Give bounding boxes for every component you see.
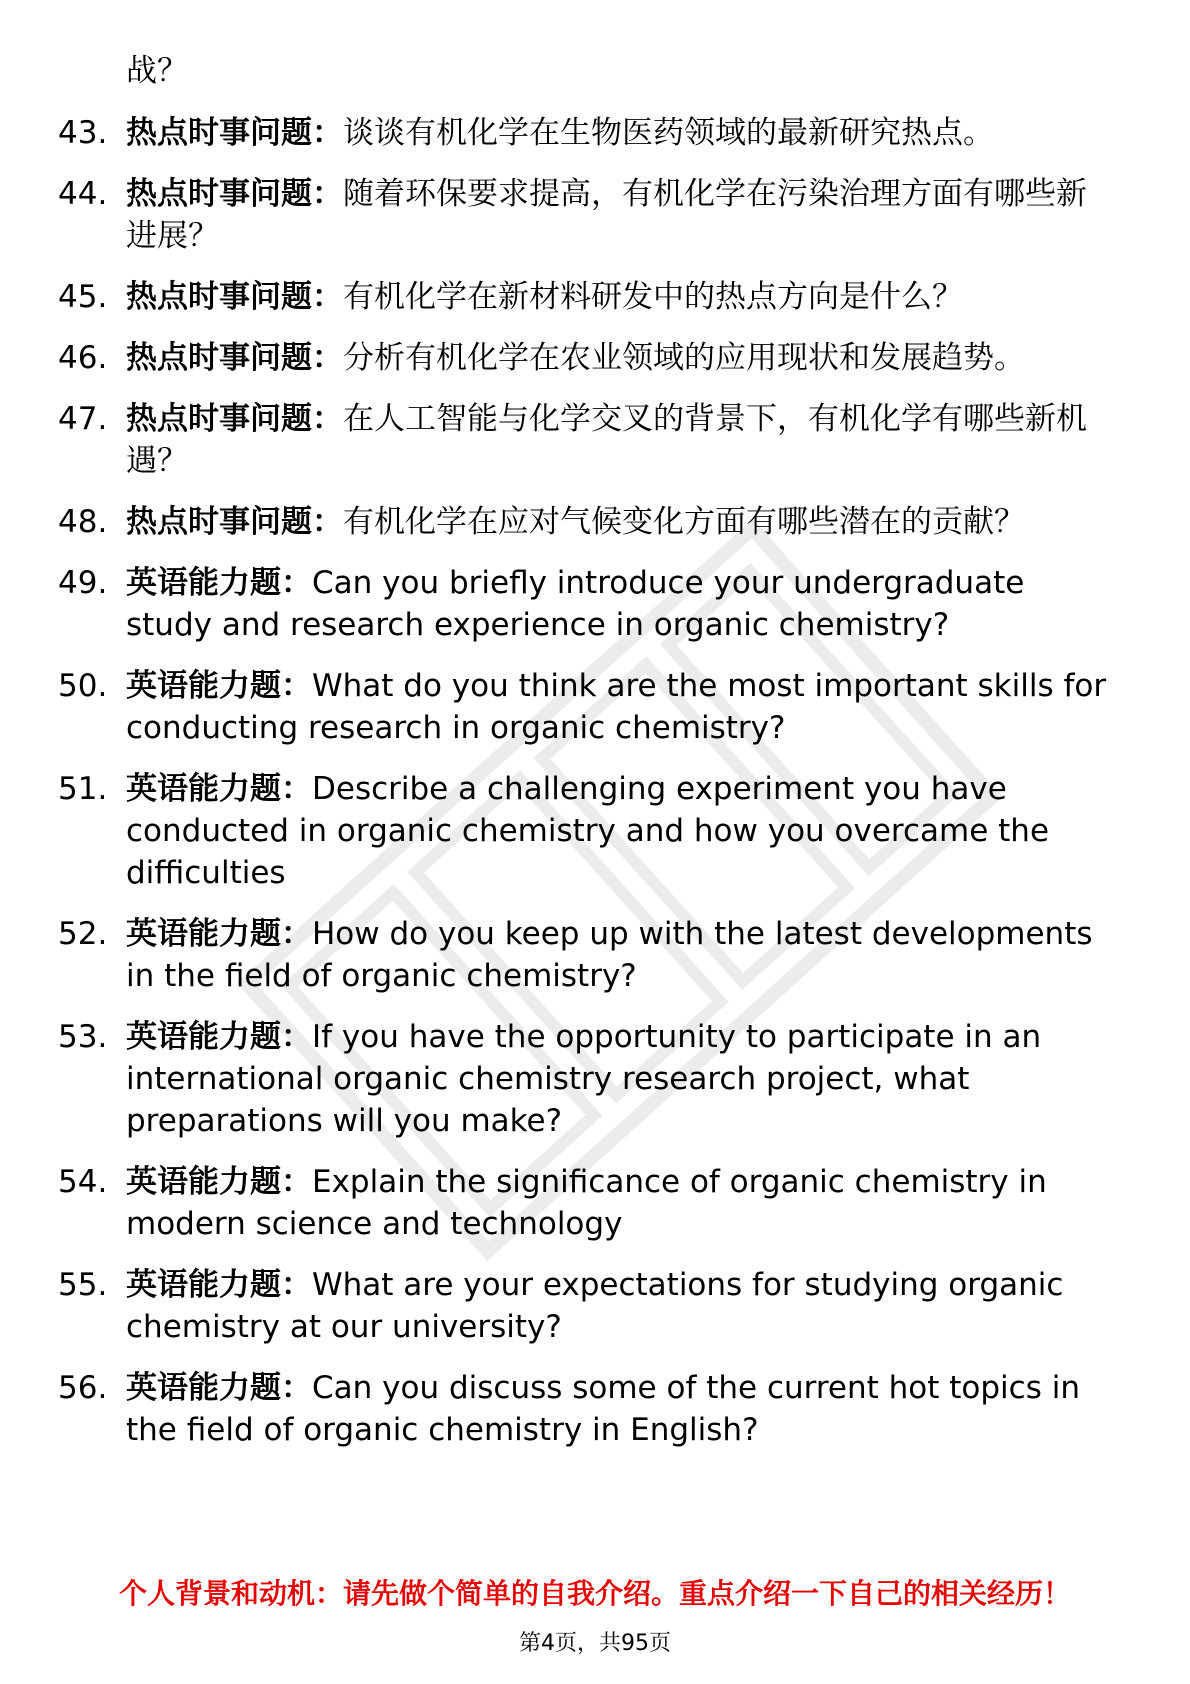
question-text: How do you keep up with the latest developments in the field of organic chemistry? [126,916,1093,994]
question-category: 英语能力题： [126,771,312,807]
question-item [58,112,1118,154]
question-text: What are your expectations for studying organic chemistry at our university? [126,1267,1064,1345]
question-item [58,398,1118,482]
question-item [58,913,1118,997]
question-text: If you have the opportunity to participate in an international organic chemistry research project, what preparations will you make? [126,1019,1042,1139]
question-category: 热点时事问题： [126,340,343,376]
question-number: 50. [58,668,108,704]
question-number: 48. [58,504,108,540]
question-body [126,276,1116,318]
question-body [126,768,1116,894]
question-number: 49. [58,565,108,601]
question-item [58,173,1118,257]
question-category: 英语能力题： [126,668,312,704]
question-item [58,1161,1118,1245]
question-text: Describe a challenging experiment you have conducted in organic chemistry and how you overcame the difficulties [126,771,1050,891]
question-category: 热点时事问题： [126,401,343,437]
question-body [126,1016,1116,1142]
question-number: 52. [58,916,108,952]
question-number: 51. [58,771,108,807]
question-text: Can you briefly introduce your undergraduate study and research experience in organic chemistry? [126,565,1025,643]
continuation-text: 战？ [126,53,188,89]
question-text: What do you think are the most important skills for conducting research in organic chemistry? [126,668,1107,746]
question-category: 热点时事问题： [126,115,343,151]
question-text: 随着环保要求提高，有机化学在污染治理方面有哪些新进展？ [126,176,1087,254]
question-body [126,501,1116,543]
question-category: 英语能力题： [126,1370,312,1406]
question-body [126,665,1116,749]
question-number: 56. [58,1370,108,1406]
page-number: 第4页，共95页 [519,1631,671,1656]
question-text: 分析有机化学在农业领域的应用现状和发展趋势。 [343,340,1025,376]
question-category: 英语能力题： [126,1164,312,1200]
question-category: 英语能力题： [126,1019,312,1055]
question-body [126,913,1116,997]
question-list [58,112,1118,1470]
question-text: 有机化学在应对气候变化方面有哪些潜在的贡献？ [343,504,1025,540]
question-category: 热点时事问题： [126,504,343,540]
question-body [126,112,1116,154]
question-category: 热点时事问题： [126,176,343,212]
question-item [58,665,1118,749]
question-text: 谈谈有机化学在生物医药领域的最新研究热点。 [343,115,994,151]
question-number: 43. [58,115,108,151]
question-number: 47. [58,401,108,437]
question-item [58,768,1118,894]
question-item [58,1367,1118,1451]
question-category: 英语能力题： [126,565,312,601]
question-number: 45. [58,279,108,315]
question-item [58,501,1118,543]
question-number: 53. [58,1019,108,1055]
question-body [126,562,1116,646]
question-number: 46. [58,340,108,376]
question-category: 英语能力题： [126,916,312,952]
question-category: 英语能力题： [126,1267,312,1303]
question-item [58,1016,1118,1142]
question-body [126,398,1116,482]
question-category: 热点时事问题： [126,279,343,315]
question-number: 44. [58,176,108,212]
question-body [126,1161,1116,1245]
question-item [58,1264,1118,1348]
question-text: Can you discuss some of the current hot topics in the field of organic chemistry in English? [126,1370,1080,1448]
question-body [126,337,1116,379]
question-text: 有机化学在新材料研发中的热点方向是什么？ [343,279,963,315]
question-text: Explain the significance of organic chemistry in modern science and technology [126,1164,1047,1242]
question-item [58,337,1118,379]
question-body [126,173,1116,257]
question-item [58,276,1118,318]
highlighted-note: 个人背景和动机：请先做个简单的自我介绍。重点介绍一下自己的相关经历！ [118,1577,1071,1610]
question-text: 在人工智能与化学交叉的背景下，有机化学有哪些新机遇？ [126,401,1087,479]
question-number: 55. [58,1267,108,1303]
question-body [126,1264,1116,1348]
question-body [126,1367,1116,1451]
question-item [58,562,1118,646]
question-number: 54. [58,1164,108,1200]
